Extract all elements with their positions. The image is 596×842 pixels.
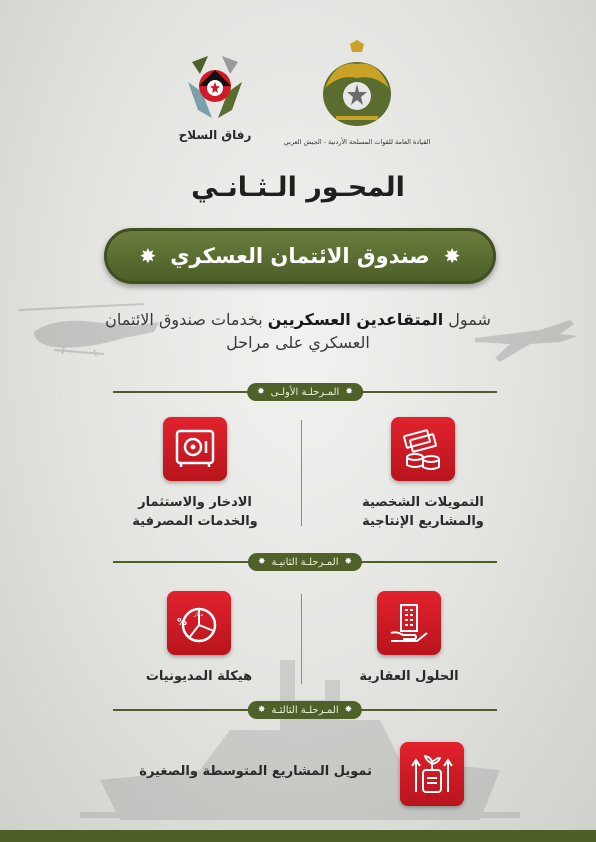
service-debt xyxy=(114,591,284,686)
comrades-emblem-icon xyxy=(178,52,252,122)
intro-text xyxy=(100,308,496,354)
money-stack-icon xyxy=(391,417,455,481)
fund-title: صندوق الائتمان العسكري xyxy=(170,244,430,268)
service-real-estate xyxy=(324,591,494,686)
debt-badge: دينار xyxy=(193,612,203,618)
service-label: هيكلة المديونيات xyxy=(145,669,253,684)
star-icon: ✸ xyxy=(257,387,265,397)
phase-two-divider xyxy=(113,554,497,570)
fund-banner xyxy=(104,228,496,284)
footer-bar xyxy=(0,830,596,842)
service-label: الحلول العقارية xyxy=(359,669,459,684)
column-divider xyxy=(301,420,302,526)
service-label: التمويلات الشخصية والمشاريع الإنتاجية xyxy=(362,495,484,529)
service-sme xyxy=(130,742,470,806)
service-savings xyxy=(110,417,280,531)
star-icon: ✸ xyxy=(345,387,353,397)
service-label: الادخار والاستثمار والخدمات المصرفية xyxy=(132,495,258,529)
phase-label: المـرحلـة الأولـى xyxy=(270,386,340,398)
intro-prefix: شمول xyxy=(448,310,491,329)
armed-forces-caption: القيادة العامة للقوات المسلحة الأردنية - الجيش العربي xyxy=(283,138,431,146)
armed-forces-emblem-icon xyxy=(316,40,398,130)
star-icon: ✸ xyxy=(344,557,353,567)
building-hand-icon xyxy=(377,591,441,655)
percent-pie-icon xyxy=(167,591,231,655)
phase-label: المـرحلـة الثالثـة xyxy=(271,704,339,716)
star-icon: ✸ xyxy=(344,705,353,715)
phase-one-divider xyxy=(113,384,497,400)
phase-label: المـرحلـة الثانيـة xyxy=(271,556,339,568)
star-icon: ✸ xyxy=(443,244,461,268)
star-icon: ✸ xyxy=(139,244,157,268)
phase-three-divider xyxy=(113,702,497,718)
star-icon: ✸ xyxy=(257,705,266,715)
safe-icon xyxy=(163,417,227,481)
comrades-logo xyxy=(160,52,270,142)
growth-jar-icon xyxy=(400,742,464,806)
phase-pill xyxy=(248,701,362,719)
comrades-logo-text: رفاق السلاح xyxy=(178,128,252,142)
star-icon: ✸ xyxy=(257,557,266,567)
svg-text:%: % xyxy=(177,617,187,628)
column-divider xyxy=(301,594,302,684)
intro-bold: المتقاعدين العسكريين xyxy=(267,310,444,329)
phase-pill xyxy=(248,553,362,571)
phase-pill xyxy=(247,383,363,401)
service-label: تمويل المشاريع المتوسطة والصغيرة xyxy=(139,764,372,779)
armed-forces-logo xyxy=(272,40,442,146)
service-personal-finance xyxy=(338,417,508,531)
axis-title: المحـور الـثـانـي xyxy=(191,172,405,203)
intro-rest: بخدمات صندوق الائتمان العسكري على مراحل xyxy=(105,310,370,352)
